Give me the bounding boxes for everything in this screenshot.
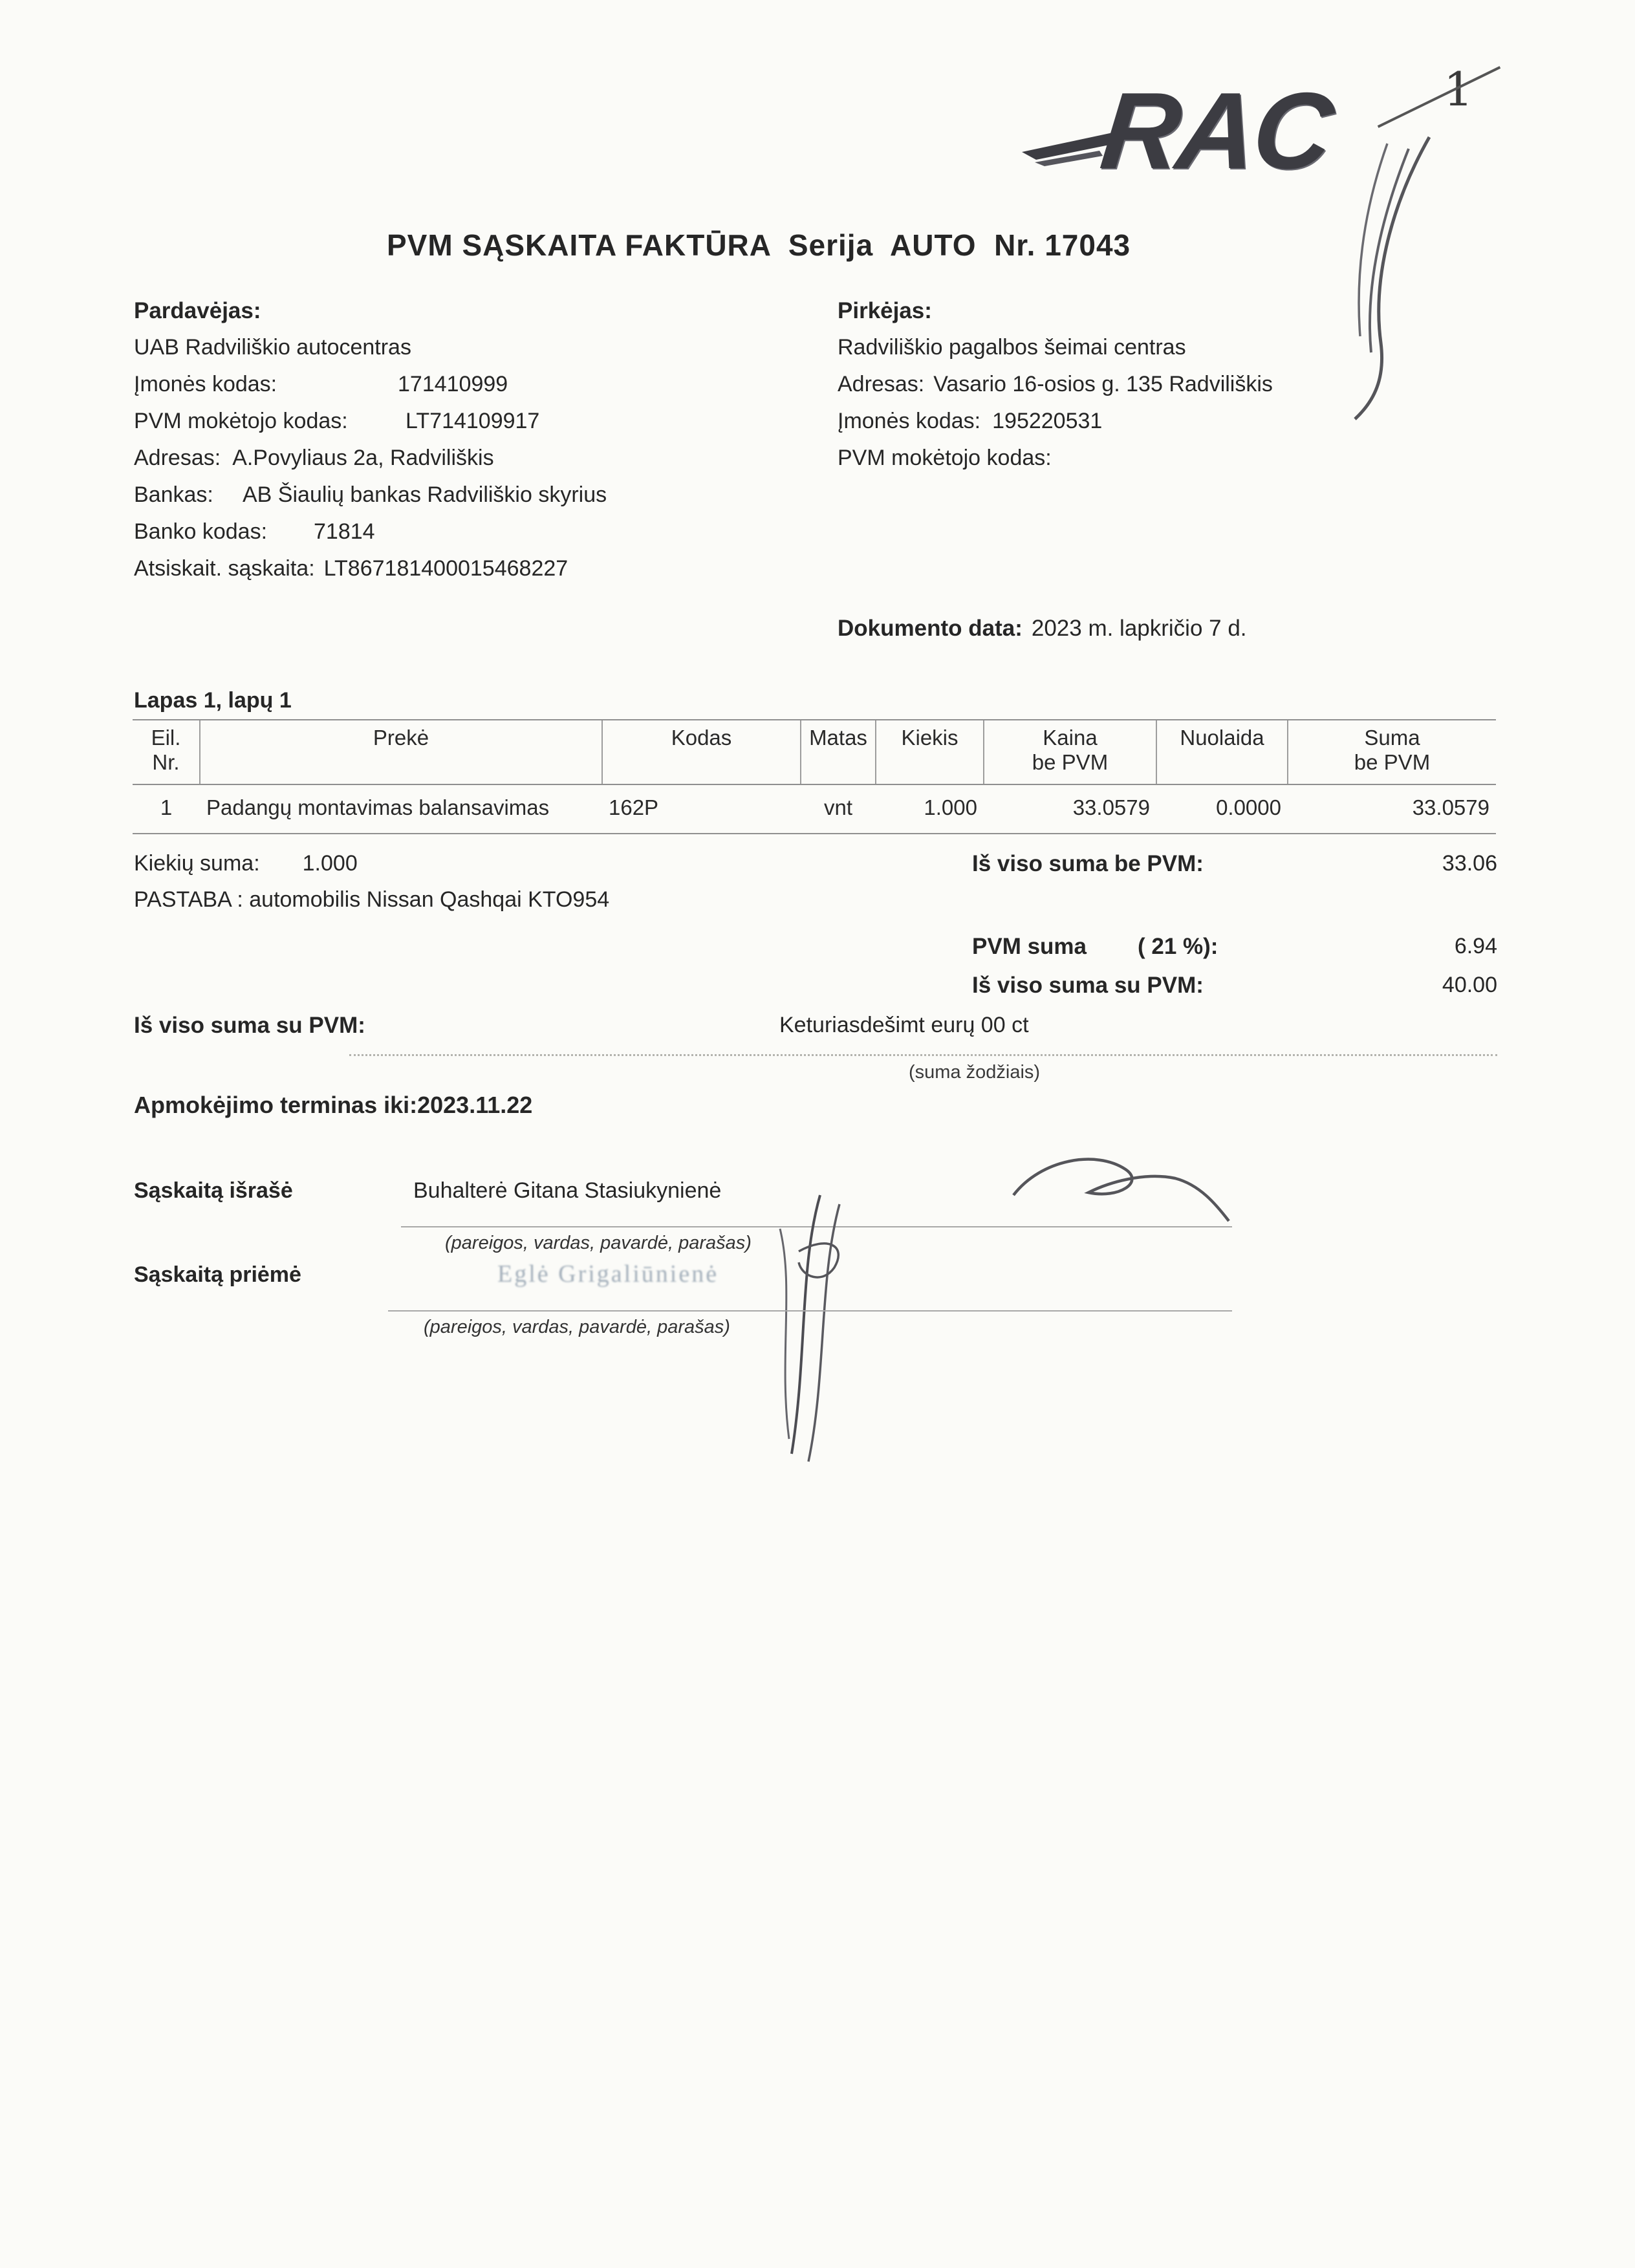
field-label: Adresas: bbox=[838, 372, 925, 396]
document-date bbox=[838, 616, 1247, 642]
note-line: PASTABA : automobilis Nissan Qashqai KTO954 bbox=[134, 887, 610, 912]
header-line: Suma bbox=[1364, 726, 1420, 750]
issued-by-row bbox=[134, 1178, 1497, 1204]
payment-due: Apmokėjimo terminas iki:2023.11.22 bbox=[134, 1092, 533, 1118]
buyer-line-address bbox=[838, 366, 1504, 403]
field-value: 171410999 bbox=[398, 372, 508, 396]
received-by-label: Sąskaitą priėmė bbox=[134, 1262, 301, 1287]
buyer-heading: Pirkėjas: bbox=[838, 298, 932, 323]
field-value: A.Povyliaus 2a, Radviliškis bbox=[232, 446, 494, 470]
col-header-nuolaida bbox=[1156, 720, 1288, 784]
col-header-suma bbox=[1288, 720, 1496, 784]
seller-line-bank-code bbox=[134, 513, 819, 550]
logo-text: RAC bbox=[1096, 70, 1336, 191]
total-value: 40.00 bbox=[1442, 973, 1497, 997]
amount-words-value: Keturiasdešimt eurų 00 ct bbox=[779, 1013, 1029, 1037]
table-header-row bbox=[133, 720, 1496, 784]
col-header-preke bbox=[200, 720, 602, 784]
header-line: Nr. bbox=[152, 750, 180, 774]
field-value: LT714109917 bbox=[406, 409, 540, 433]
cell-nr: 1 bbox=[133, 784, 200, 834]
invoice-title: PVM SĄSKAITA FAKTŪRA Serija AUTO Nr. 17043 bbox=[387, 228, 1131, 262]
buyer-name: Radviliškio pagalbos šeimai centras bbox=[838, 335, 1186, 360]
field-label: Įmonės kodas: bbox=[838, 409, 981, 433]
items-table bbox=[133, 719, 1496, 834]
col-header-kaina bbox=[984, 720, 1156, 784]
sheet-info: Lapas 1, lapų 1 bbox=[134, 688, 292, 713]
field-value: Vasario 16-osios g. 135 Radviliškis bbox=[933, 372, 1273, 396]
header-line: Kodas bbox=[671, 726, 732, 750]
issued-signature-line bbox=[401, 1226, 1232, 1227]
table-row bbox=[133, 784, 1496, 834]
received-by-row bbox=[134, 1262, 1497, 1288]
col-header-matas bbox=[801, 720, 876, 784]
quantity-sum-value: 1.000 bbox=[302, 851, 358, 876]
seller-line-account bbox=[134, 550, 819, 587]
field-label: Banko kodas: bbox=[134, 519, 268, 544]
cell-kodas: 162P bbox=[602, 784, 801, 834]
received-caption: (pareigos, vardas, pavardė, parašas) bbox=[424, 1317, 730, 1337]
header-line: Matas bbox=[809, 726, 867, 750]
amount-words-label: Iš viso suma su PVM: bbox=[134, 1013, 365, 1038]
header-line: Prekė bbox=[373, 726, 429, 750]
header-line: Kaina bbox=[1043, 726, 1098, 750]
cell-kaina: 33.0579 bbox=[984, 784, 1156, 834]
cell-matas: vnt bbox=[801, 784, 876, 834]
seller-name: UAB Radviliškio autocentras bbox=[134, 335, 411, 360]
subtotal-value: 33.06 bbox=[1442, 851, 1497, 876]
cell-suma: 33.0579 bbox=[1288, 784, 1496, 834]
issued-by-name: Buhalterė Gitana Stasiukynienė bbox=[413, 1178, 722, 1203]
header-line: Kiekis bbox=[901, 726, 958, 750]
buyer-section bbox=[838, 292, 1504, 477]
seller-line-company-code bbox=[134, 366, 819, 403]
seller-line-vat-code bbox=[134, 403, 819, 440]
header-line: be PVM bbox=[1354, 750, 1431, 774]
seller-section bbox=[134, 292, 819, 587]
items-table-wrapper bbox=[133, 719, 1496, 834]
received-signature-line bbox=[388, 1310, 1232, 1312]
amount-words-caption: (suma žodžiais) bbox=[909, 1062, 1041, 1083]
cell-nuolaida: 0.0000 bbox=[1156, 784, 1288, 834]
handwritten-page-number: 1 bbox=[1444, 62, 1473, 116]
field-label: Bankas: bbox=[134, 482, 213, 507]
field-label: PVM mokėtojo kodas: bbox=[838, 446, 1052, 470]
received-stamp-name: Eglė Grigaliūnienė bbox=[497, 1260, 719, 1288]
header-line: Eil. bbox=[151, 726, 181, 750]
received-signature-scribble bbox=[737, 1190, 880, 1474]
total-label: Iš viso suma su PVM: bbox=[972, 973, 1204, 998]
field-value: 71814 bbox=[314, 519, 375, 544]
issued-by-label: Sąskaitą išrašė bbox=[134, 1178, 293, 1203]
vat-rate: ( 21 %): bbox=[1138, 934, 1218, 959]
field-value: 195220531 bbox=[992, 409, 1103, 433]
issued-caption: (pareigos, vardas, pavardė, parašas) bbox=[445, 1233, 752, 1253]
handwritten-slash bbox=[1378, 66, 1501, 128]
cell-preke: Padangų montavimas balansavimas bbox=[200, 784, 602, 834]
field-value: LT867181400015468227 bbox=[323, 556, 568, 581]
field-label: Adresas: bbox=[134, 446, 221, 470]
amount-words-underline bbox=[349, 1054, 1497, 1056]
seller-heading: Pardavėjas: bbox=[134, 298, 261, 323]
field-value: AB Šiaulių bankas Radviliškio skyrius bbox=[243, 482, 607, 507]
buyer-line-company-code bbox=[838, 403, 1504, 440]
subtotal-label: Iš viso suma be PVM: bbox=[972, 851, 1204, 876]
header-line: be PVM bbox=[1032, 750, 1109, 774]
field-label: Atsiskait. sąskaita: bbox=[134, 556, 315, 581]
col-header-kiekis bbox=[876, 720, 984, 784]
document-date-value: 2023 m. lapkričio 7 d. bbox=[1031, 616, 1247, 641]
document-date-label: Dokumento data: bbox=[838, 616, 1023, 641]
col-header-kodas bbox=[602, 720, 801, 784]
header-line: Nuolaida bbox=[1180, 726, 1264, 750]
seller-line-bank bbox=[134, 477, 819, 513]
buyer-line-vat-code bbox=[838, 440, 1504, 477]
quantity-sum-label: Kiekių suma: bbox=[134, 851, 260, 876]
field-label: Įmonės kodas: bbox=[134, 372, 277, 396]
amount-in-words-row bbox=[134, 1013, 1497, 1039]
rac-logo bbox=[1022, 70, 1336, 191]
vat-label: PVM suma bbox=[972, 934, 1087, 959]
quantity-sum-row bbox=[134, 851, 1497, 876]
cell-kiekis: 1.000 bbox=[876, 784, 984, 834]
vat-value: 6.94 bbox=[1454, 934, 1497, 958]
field-label: PVM mokėtojo kodas: bbox=[134, 409, 348, 433]
col-header-nr bbox=[133, 720, 200, 784]
seller-line-address bbox=[134, 440, 819, 477]
